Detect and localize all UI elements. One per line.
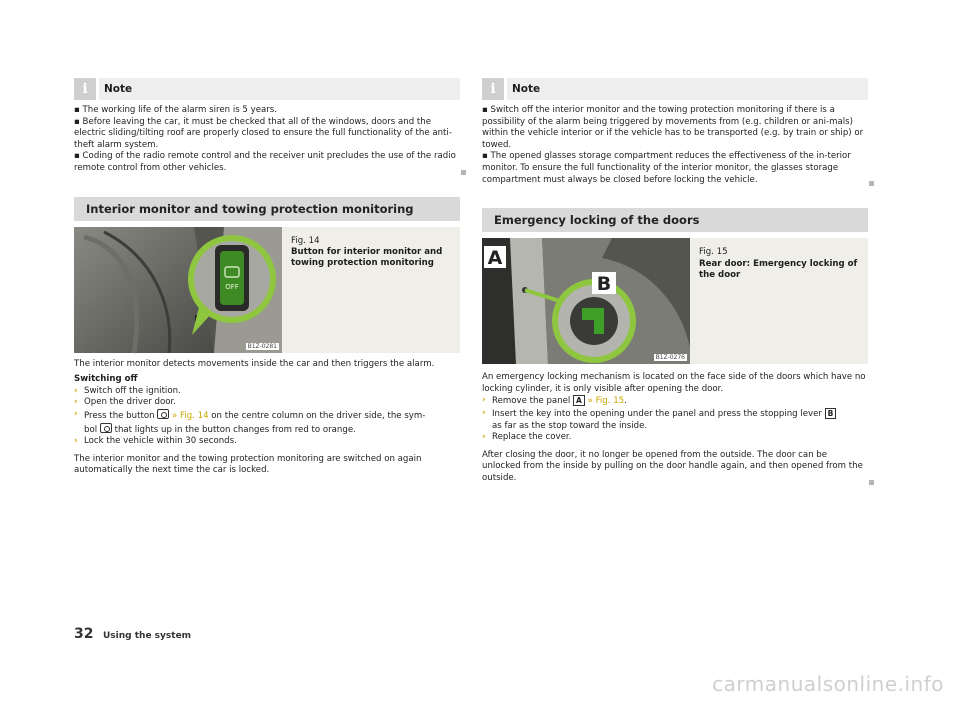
note-item: ▪ Switch off the interior monitor and the towing protection monitoring if there is a possibility of the alarm being triggered by movements from (e.g. children or ani-mals) within the vehicle interior or if the vehicle has to be transported (e.g. by train or ship) or towed.	[482, 105, 864, 150]
note-header	[74, 78, 460, 100]
figure-caption-text: Button for interior monitor and towing protection monitoring	[291, 246, 443, 269]
figure-number: Fig. 15	[699, 247, 728, 258]
note-body	[482, 105, 868, 186]
section-title: Emergency locking of the doors	[482, 208, 868, 232]
label-b-box: B	[825, 408, 837, 419]
note-title: Note	[99, 78, 460, 100]
step-item: › Switch off the ignition.	[74, 385, 181, 396]
figure-caption	[282, 227, 460, 353]
figure-15	[482, 238, 868, 364]
monitor-button-icon	[157, 409, 169, 419]
monitor-symbol-icon	[100, 423, 112, 433]
note-item: ▪ Coding of the radio remote control and the receiver unit precludes the use of the radio remote control from other vehicles.	[74, 151, 456, 173]
note-title: Note	[507, 78, 868, 100]
note-item: ▪ Before leaving the car, it must be checked that all of the windows, doors and the electric sliding/tilting roof are properly closed to ensure the full functionality of the anti-theft alarm system.	[74, 116, 452, 150]
label-b: B	[596, 273, 612, 296]
page-number: 32	[74, 626, 94, 642]
figure-ref-link[interactable]: » Fig. 15	[587, 396, 625, 407]
figure-code: B1Z-0276	[655, 354, 685, 362]
step-item: › Remove the panel A » Fig. 15.	[482, 395, 627, 407]
figure-image	[482, 238, 690, 364]
body-intro: An emergency locking mechanism is located on the face side of the doors which have no locking cylinder, it is only visible after opening the door.	[482, 372, 866, 394]
step-item: › Open the driver door.	[74, 397, 176, 408]
figure-code: B1Z-0281	[247, 342, 277, 350]
label-a: A	[487, 247, 503, 270]
note-body	[74, 105, 460, 175]
body-intro: The interior monitor detects movements inside the car and then triggers the alarm.	[74, 358, 435, 369]
note-item: ▪ The opened glasses storage compartment reduces the effectiveness of the in-terior monitor. To ensure the full functionality of the interior monitor, the glasses storage compartment must always be closed before locking the vehicle.	[482, 151, 851, 185]
end-mark	[869, 181, 874, 186]
note-item: ▪ The working life of the alarm siren is 5 years.	[74, 105, 278, 115]
figure-caption-text: Rear door: Emergency locking of the door	[699, 258, 858, 280]
info-icon: i	[74, 78, 96, 100]
right-column	[482, 0, 868, 485]
figure-ref-link[interactable]: » Fig. 14	[172, 410, 209, 421]
page-label: Using the system	[103, 631, 192, 641]
figure-14	[74, 227, 460, 353]
figure-image	[74, 227, 282, 353]
info-icon: i	[482, 78, 504, 100]
label-a-box: A	[573, 395, 585, 406]
step-item: › Insert the key into the opening under the panel and press the stopping lever B as far as the stop toward the inside.	[482, 408, 868, 432]
left-column	[74, 0, 460, 477]
end-mark	[461, 170, 466, 175]
step-item: › Lock the vehicle within 30 seconds.	[74, 436, 237, 447]
note-header	[482, 78, 868, 100]
figure-number: Fig. 14	[291, 235, 320, 246]
subheading: Switching off	[74, 374, 138, 385]
body-outro: After closing the door, it no longer be opened from the outside. The door can be unlocked from the inside by pulling on the door handle again, and then opened from the outside.	[482, 450, 868, 485]
step-item: › Press the button » Fig. 14 on the centre column on the driver side, the sym- bol that lights up in the button changes from red to orange.	[74, 408, 426, 435]
end-mark	[869, 480, 874, 485]
section-title: Interior monitor and towing protection monitoring	[74, 197, 460, 221]
body-outro: The interior monitor and the towing protection monitoring are switched on again automatically the next time the car is locked.	[74, 453, 422, 476]
figure-caption	[690, 238, 868, 364]
off-button-label: OFF	[225, 282, 239, 291]
watermark: carmanualsonline.info	[712, 672, 944, 696]
step-item: › Replace the cover.	[482, 432, 572, 443]
